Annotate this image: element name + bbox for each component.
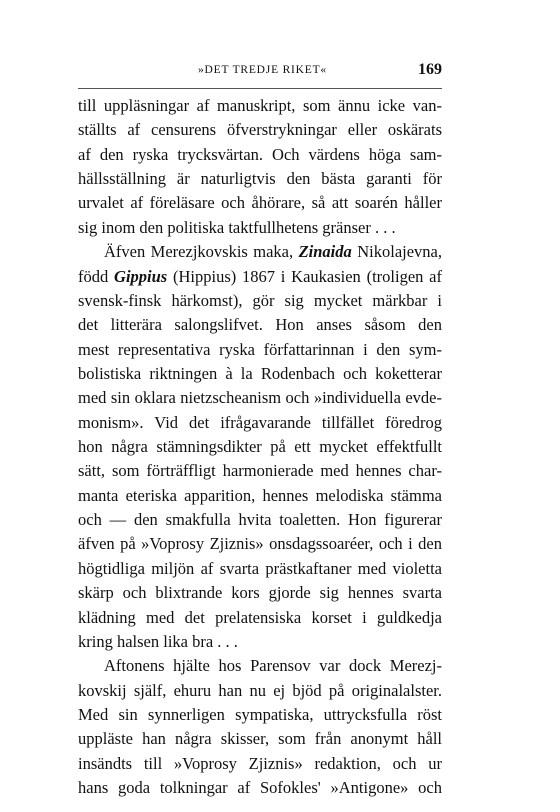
text-line: högtidliga miljön af svarta prästkaftaner med violetta <box>78 558 442 578</box>
text-line: klädning med det prelatensiska korset i guldkedja <box>78 607 442 627</box>
paragraph-1 <box>78 94 442 240</box>
text-line: mest representativa ryska författarinnan i den sym- <box>78 339 442 359</box>
page-number: 169 <box>418 61 442 78</box>
paragraph-3 <box>78 654 442 800</box>
header-rule <box>78 88 442 89</box>
text-line: det litterära salongslifvet. Hon anses såsom den <box>78 315 442 335</box>
text-line: Med sin synnerligen sympatiska, uttrycksfulla röst <box>78 704 442 724</box>
running-title: »DET TREDJE RIKET« <box>198 64 327 76</box>
text-line: Aftonens hjälte hos Parensov var dock Merezj- <box>104 656 442 676</box>
text-line: hon några stämningsdikter på ett mycket effektfullt <box>78 437 442 457</box>
text-line: manta eteriska apparition, hennes melodiska stämma <box>78 485 442 505</box>
text-line: hällsställning är naturligtvis den bästa garanti för <box>78 169 442 189</box>
text-line: kovskij själf, ehuru han nu ej bjöd på originalalster. <box>78 680 442 700</box>
text-line: uppläste han några skisser, som från anonymt håll <box>78 729 442 749</box>
text-line: äfven på »Voprosy Zjiznis» onsdagssoaréer, och i den <box>78 534 442 554</box>
emphasized-name: Gippius <box>114 266 168 286</box>
text-line: till uppläsningar af manuskript, som ännu icke van- <box>78 96 442 115</box>
running-header <box>78 62 442 84</box>
text-line: sätt, som förträffligt harmonierade med hennes char- <box>78 461 442 481</box>
text-line: kring halsen lika bra . . . <box>78 631 238 651</box>
text-line: bolistiska riktningen à la Rodenbach och koketterar <box>78 363 442 383</box>
text-line: monism». Vid det ifrågavarande tillfället föredrog <box>78 412 442 432</box>
text-line: med sin oklara nietzscheanism och »individuella evde- <box>78 388 442 408</box>
paragraph-2 <box>78 240 442 654</box>
text-line: af den ryska trycksvärtan. Och värdens höga sam- <box>78 144 442 164</box>
text-line: urvalet af föreläsare och åhörare, så att soarén håller <box>78 193 442 213</box>
text-line: och — den smakfulla hvita toaletten. Hon figurerar <box>78 510 442 530</box>
body-text <box>78 94 442 800</box>
emphasized-name: Zinaida <box>298 242 352 262</box>
text-line: insändts till »Voprosy Zjiznis» redaktion, och ur <box>78 753 442 773</box>
text-line-with-italics: Äfven Merezjkovskis maka, Zinaida Nikolajevna, <box>104 242 442 262</box>
text-line: ställts af censurens öfverstrykningar eller oskärats <box>78 120 442 140</box>
text-line: sig inom den politiska taktfullhetens gränser . . . <box>78 217 396 237</box>
text-line: svensk-finsk härkomst), gör sig mycket märkbar i <box>78 290 442 310</box>
text-line: hans goda tolkningar af Sofokles' »Antigone» och <box>78 778 442 798</box>
text-line-with-italics: född Gippius (Hippius) 1867 i Kaukasien (troligen af <box>78 266 442 286</box>
text-line: skärp och blixtrande kors gjorde sig hennes svarta <box>78 583 442 603</box>
